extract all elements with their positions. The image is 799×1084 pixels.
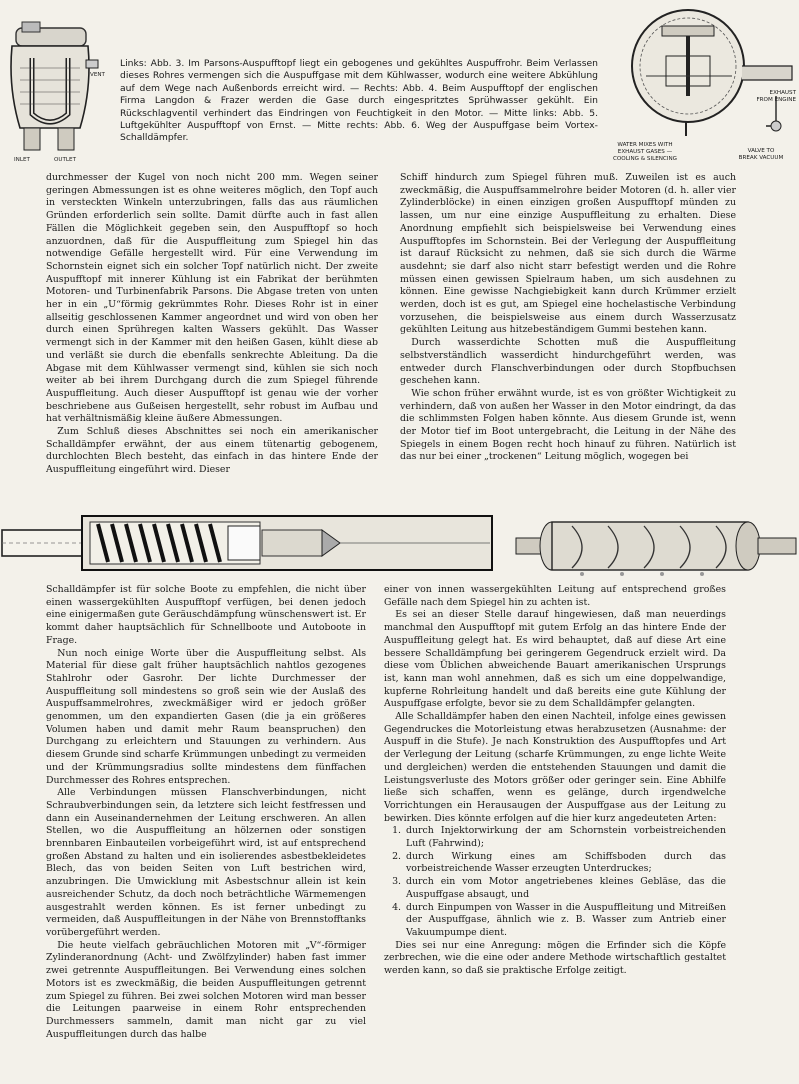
figure-5-ernst-air-cooled-silencer: [0, 508, 505, 578]
paragraph: durchmesser der Kugel von noch nicht 200 mm. Wegen seiner geringen Abmessungen ist es ohne weiteres möglich, den Topf auch in versteckten Winkeln unterzubringen, falls das aus räumlichen Gründen erforderlich sein sollte. Damit dürfte auch in fast allen Fällen die Möglichkeit gegeben sein, den Auspufftopf so hoch anzuordnen, daß für die Auspuffleitung zum Spiegel hin das notwendige Gefälle hergestellt wird. Für eine Verwendung im Schornstein eignet sich ein solcher Topf natürlich nicht. Der zweite Auspufftopf mit innerer Kühlung ist ein Fabrikat der berühmten Motoren- und Turbinenfabrik Parsons. Die Abgase treten von unten her in ein „U“förmig gekrümmtes Rohr. Dieses Rohr ist in einer allseitig geschlossenen Kammer angeordnet und wird von oben her durch einen Sprühregen kalten Wassers gekühlt. Das Wasser vermengt sich in der Kammer mit den heißen Gasen, kühlt diese ab und verläßt sie durch die ebenfalls senkrechte Ableitung. Da die Abgase mit dem Kühlwasser vermengt sind, kühlen sie sich noch weiter ab bei ihrem Durchgang durch die zum Spiegel führende Auspuffleitung. Auch dieser Auspufftopf ist genau wie der vorher beschriebene aus Gußeisen hergestellt, sehr robust im Aufbau und hat verhältnismäßig kleine äußere Abmessungen.: [46, 172, 378, 425]
paragraph: Zum Schluß dieses Abschnittes sei noch ein amerikanischer Schalldämpfer erwähnt, der aus einem tütenartig gebogenem, durchlochten Blech besteht, das einfach in das hintere Ende der Auspuffleitung eingeführt wird. Dieser: [46, 426, 378, 476]
paragraph: Alle Verbindungen müssen Flanschverbindungen, nicht Schraubverbindungen sein, da letztere sich leicht festfressen und dann ein Auseinandernehmen der Leitung erschweren. An allen Stellen, wo die Auspuffleitung an hölzernen oder sonstigen brennbaren Einbauteilen vorbeigeführt wird, ist auf entsprechend großen Abstand zu halten und ein isolierendes asbestbekleidetes Blech, das von beiden Seiten von Luft bestrichen wird, anzubringen. Die Umwicklung mit Asbestschnur allein ist kein ausreichender Schutz, da doch noch beträchtliche Wärmemengen ausgestrahlt werden können. Es ist ferner unbedingt zu vermeiden, daß Auspuffleitungen in der Nähe von Brennstofftanks vorübergeführt werden.: [46, 787, 366, 938]
fig4-valve-label: VALVE TO BREAK VACUUM: [738, 148, 784, 161]
paragraph: Durch wasserdichte Schotten muß die Auspuffleitung selbstverständlich wasserdicht hindurchgeführt werden, was entweder durch Flanschverbindungen oder durch Stopfbuchsen geschehen kann.: [400, 337, 736, 387]
paragraph: Es sei an dieser Stelle darauf hingewiesen, daß man neuerdings manchmal den Auspufftopf mit gutem Erfolg an das hintere Ende der Auspuffleitung gelegt hat. Es wird behauptet, daß auf diese Art eine bessere Schalldämpfung bei geringerem Gegendruck erzielt wird. Da diese vom Üblichen abweichende Bauart amerikanischen Ursprungs ist, kann man wohl annehmen, daß es sich um eine doppelwandige, kupferne Rohrleitung handelt und daß bereits eine gute Kühlung der Auspuffgase erfolgte, bevor sie zu dem Schalldämpfer gelangten.: [384, 609, 726, 710]
list-item: 3. durch ein vom Motor angetriebenes kleines Gebläse, das die Auspuffgase absaugt, und: [404, 876, 726, 901]
figure-6-vortex-silencer: [512, 508, 799, 588]
paragraph: Dies sei nur eine Anregung: mögen die Erfinder sich die Köpfe zerbrechen, wie die eine oder andere Methode wirtschaftlich gestaltet werden kann, so daß sie praktische Erfolge zeitigt.: [384, 939, 726, 977]
list-item: 4. durch Einpumpen von Wasser in die Auspuffleitung und Mitreißen der Auspuffgase, ähnlich wie z. B. Wasser zum Antrieb einer Vakuumpumpe dient.: [404, 902, 726, 940]
paragraph: Nun noch einige Worte über die Auspuffleitung selbst. Als Material für diese galt früher hauptsächlich nahtlos gezogenes Stahlrohr oder Gasrohr. Der lichte Durchmesser der Auspuffleitung soll mindestens so groß sein wie der Auslaß des Auspuffsammelrohres, zweckmäßiger wird er jedoch größer genommen, um den expandierten Gasen (die ja ein größeres Volumen haben und damit mehr Raum beanspruchen) den Durchgang zu erleichtern und Stauungen zu verhindern. Aus diesem Grunde sind scharfe Krümmungen unbedingt zu vermeiden und der Krümmungsradius sollte mindestens dem fünffachen Durchmesser des Rohres entsprechen.: [46, 647, 367, 786]
fig4-exhaust-label: EXHAUST FROM ENGINE: [756, 90, 796, 103]
paragraph: Schiff hindurch zum Spiegel führen muß. Zuweilen ist es auch zweckmäßig, die Auspuffsammelrohre beider Motoren (d. h. aller vier Zylinderblöcke) in einen einzigen großen Auspufftopf münden zu lassen, um nur eine einzige Auspuffleitung zu erhalten. Diese Anordnung empfiehlt sich beispielsweise bei Verwendung eines Auspufftopfes im Schornstein. Bei der Verlegung der Auspuffleitung ist darauf Rücksicht zu nehmen, daß sie sich durch die Wärme ausdehnt; sie darf also nicht starr befestigt werden und die Rohre müssen einen gewissen Spielraum haben, um sich ausdehnen zu können. Eine gewisse Nachgiebigkeit kann durch Krümmer erzielt werden, doch ist es gut, am Spiegel eine hochelastische Verbindung vorzusehen, die beispielsweise aus einem durch Wasserzusatz gekühlten Leitung aus hitzebeständigem Gummi bestehen kann.: [400, 172, 736, 336]
column-top-right: [400, 172, 736, 464]
paragraph: Wie schon früher erwähnt wurde, ist es von größter Wichtigkeit zu verhindern, daß von außen her Wasser in den Motor eindringt, da das die schlimmsten Folgen haben könnte. Aus diesem Grunde ist, wenn der Motor tief im Boot untergebracht, die Leitung in der Nähe des Spiegels in einem Bogen recht hoch hinauf zu führen. Natürlich ist das nur bei einer „trockenen“ Leitung möglich, wogegen bei: [400, 387, 736, 463]
fig4-water-label: WATER MIXES WITH EXHAUST GASES — COOLING & SILENCING: [612, 142, 678, 162]
fig3-inlet-label: INLET: [14, 157, 30, 163]
paragraph: Die heute vielfach gebräuchlichen Motoren mit „V“-förmiger Zylinderanordnung (Acht- und Zwölfzylinder) haben fast immer zwei getrennte Auspuffleitungen. Bei Verwendung eines solchen Motors ist es zweckmäßig, die beiden Auspuffleitungen getrennt zum Spiegel zu führen. Bei zwei solchen Motoren wird man besser die Leitungen paarweise in einem Rohr entsprechenden Durchmessers sammeln, damit man nicht gar zu viel Auspuffleitungen durch das halbe: [46, 939, 366, 1040]
fig3-outlet-label: OUTLET: [54, 157, 76, 163]
paragraph: Schalldämpfer ist für solche Boote zu empfehlen, die nicht über einen wassergekühlten Auspufftopf verfügen, bei denen jedoch eine einigermaßen gute Geräuschdämpfung wünschenswert ist. Er kommt daher hauptsächlich für Schnellboote und Autoboote in Frage.: [46, 584, 366, 646]
paragraph: einer von innen wassergekühlten Leitung auf entsprechend großes Gefälle nach dem Spiegel hin zu achten ist.: [384, 584, 726, 608]
figure-caption: Links: Abb. 3. Im Parsons-Auspufftopf liegt ein gebogenes und gekühltes Auspuffrohr. Beim Verlassen dieses Rohres vermengen sich die Auspuffgase mit dem Kühlwasser, wodurch eine weitere Abkühlung auf dem Wege nach Außenbords erreicht wird. — Rechts: Abb. 4. Beim Auspufftopf der englischen Firma Langdon & Frazer werden die Gase durch eingespritztes Sprühwasser gekühlt. Ein Rückschlagventil verhindert das Eindringen von Feuchtigkeit in den Motor. — Mitte links: Abb. 5. Luftgekühlter Auspufftopf von Ernst. — Mitte rechts: Abb. 6. Weg der Auspuffgase beim Vortex-Schalldämpfer.: [120, 58, 598, 144]
column-bottom-right: [384, 584, 726, 978]
paragraph: Alle Schalldämpfer haben den einen Nachteil, infolge eines gewissen Gegendruckes die Motorleistung etwas herabzusetzen (Ausnahme: der Auspuff in die Stufe). Je nach Konstruktion des Auspufftopfes und Art der Verlegung der Leitung (scharfe Krümmungen, zu enge lichte Weite und dergleichen) werden die entstehenden Stauungen und damit die Leistungsverluste des Motors größer oder geringer sein. Eine Abhilfe ließe sich schaffen, wenn es gelänge, durch irgendwelche Vorrichtungen ein Herausaugen der Auspuffgase aus der Leitung zu bewirken. Dies könnte erfolgen auf die hier kurz angedeuteten Arten:: [384, 711, 726, 824]
list-item: 1. durch Injektorwirkung der am Schornstein vorbeistreichenden Luft (Fahrwind);: [404, 825, 726, 850]
method-list: [384, 825, 726, 939]
figure-4-langdon-frazer-silencer: [606, 6, 796, 156]
list-item: 2. durch Wirkung eines am Schiffsboden durch das vorbeistreichende Wasser erzeugten Unterdruckes;: [404, 851, 726, 876]
column-bottom-left: [46, 584, 366, 1041]
figure-3-parsons-silencer: [2, 18, 114, 166]
fig3-vent-label: VENT: [90, 72, 105, 78]
column-top-left: [46, 172, 378, 477]
